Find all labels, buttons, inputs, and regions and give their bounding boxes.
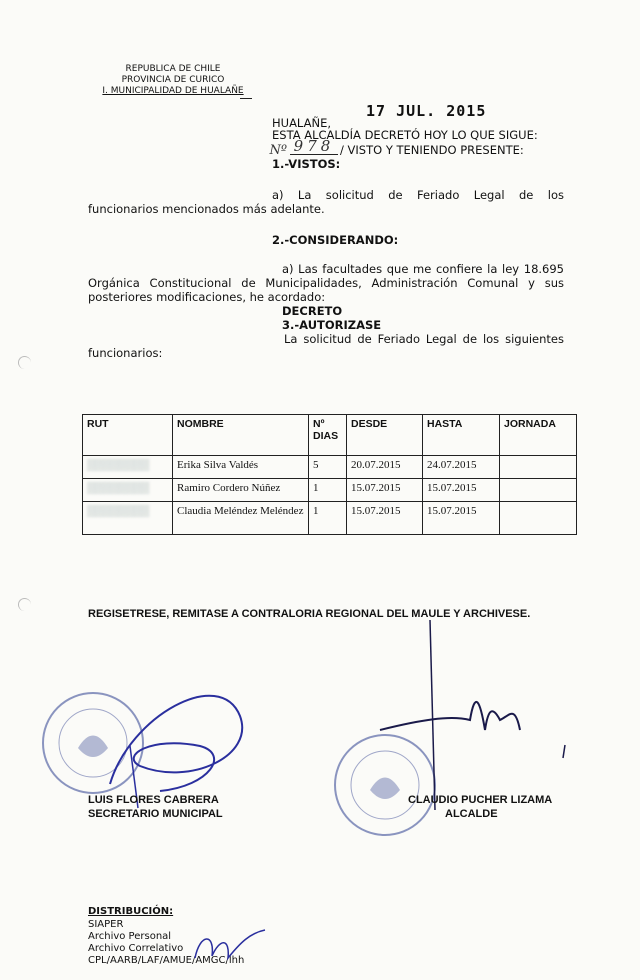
- autorizase-heading: 3.-AUTORIZASE: [282, 318, 382, 332]
- considerando-line2: Orgánica Constitucional de Municipalidades, Administración Comunal y sus: [88, 276, 564, 290]
- table-row: [83, 479, 577, 502]
- desde-cell: 15.07.2015: [347, 502, 423, 535]
- dias-cell: 1: [309, 502, 347, 535]
- header-underline-extension: [240, 98, 252, 99]
- col-jornada: JORNADA: [500, 415, 577, 456]
- dias-cell: 1: [309, 479, 347, 502]
- desde-cell: 15.07.2015: [347, 479, 423, 502]
- vistos-heading: 1.-VISTOS:: [272, 157, 341, 171]
- signatory-left-title: SECRETARIO MUNICIPAL: [88, 808, 223, 820]
- jornada-cell: [500, 479, 577, 502]
- col-hasta: HASTA: [423, 415, 500, 456]
- table-row: [83, 502, 577, 535]
- distribution-heading: DISTRIBUCIÓN:: [88, 906, 174, 917]
- header-line-republica: REPUBLICA DE CHILE: [125, 64, 221, 74]
- distribution-item: Archivo Personal: [88, 931, 172, 942]
- jornada-cell: [500, 502, 577, 535]
- col-desde: DESDE: [347, 415, 423, 456]
- decree-prefix-wrap: [247, 143, 287, 158]
- decree-number-field: [290, 139, 338, 155]
- distribution-item: SIAPER: [88, 919, 124, 930]
- nombre-cell: Claudia Meléndez Meléndez: [173, 502, 309, 535]
- funcionarios-table: [82, 414, 577, 535]
- decreto-heading: DECRETO: [282, 304, 343, 318]
- desde-cell: 20.07.2015: [347, 456, 423, 479]
- punch-hole: [18, 356, 31, 369]
- signatory-right-title: ALCALDE: [445, 808, 498, 820]
- rut-cell-redacted: ▒▒▒▒▒▒▒▒: [83, 502, 173, 535]
- table-row: [83, 456, 577, 479]
- rut-cell-redacted: ▒▒▒▒▒▒▒▒: [83, 456, 173, 479]
- autorizase-line2: funcionarios:: [88, 346, 163, 360]
- col-rut: RUT: [83, 415, 173, 456]
- considerando-heading: 2.-CONSIDERANDO:: [272, 233, 399, 247]
- vistos-a-line1: a) La solicitud de Feriado Legal de los: [272, 188, 564, 202]
- signatory-left-name: LUIS FLORES CABRERA: [88, 794, 219, 806]
- closing-text: REGISETRESE, REMITASE A CONTRALORIA REGIONAL DEL MAULE Y ARCHIVESE.: [88, 608, 531, 620]
- hasta-cell: 24.07.2015: [423, 456, 500, 479]
- decree-number: 978: [293, 137, 335, 155]
- decree-prefix: Nº: [269, 143, 287, 158]
- dias-cell: 5: [309, 456, 347, 479]
- municipal-seal-right-icon: [330, 730, 440, 840]
- autorizase-line1: La solicitud de Feriado Legal de los siguientes: [284, 332, 564, 346]
- vistos-a-line2: funcionarios mencionados más adelante.: [88, 202, 325, 216]
- stamp-date: 17 JUL. 2015: [366, 102, 487, 120]
- place-label: HUALAÑE,: [272, 116, 331, 130]
- punch-hole: [18, 598, 31, 611]
- visto-text: / VISTO Y TENIENDO PRESENTE:: [340, 143, 524, 157]
- distribution-item: CPL/AARB/LAF/AMUE/AMGC/lhh: [88, 955, 245, 966]
- distribution-item: Archivo Correlativo: [88, 943, 184, 954]
- nombre-cell: Ramiro Cordero Núñez: [173, 479, 309, 502]
- table-header-row: [83, 415, 577, 456]
- hasta-cell: 15.07.2015: [423, 479, 500, 502]
- header-line-provincia: PROVINCIA DE CURICO: [121, 75, 225, 85]
- header-line-municipalidad: I. MUNICIPALIDAD DE HUALAÑE: [102, 86, 244, 96]
- signatory-right-name: CLAUDIO PUCHER LIZAMA: [408, 794, 553, 806]
- municipal-seal-left-icon: [38, 688, 148, 798]
- nombre-cell: Erika Silva Valdés: [173, 456, 309, 479]
- hasta-cell: 15.07.2015: [423, 502, 500, 535]
- considerando-line3: posteriores modificaciones, he acordado:: [88, 290, 326, 304]
- col-nombre: NOMBRE: [173, 415, 309, 456]
- col-dias: Nº DIAS: [309, 415, 347, 456]
- rut-cell-redacted: ▒▒▒▒▒▒▒▒: [83, 479, 173, 502]
- signature-alcalde-icon: [360, 620, 580, 820]
- jornada-cell: [500, 456, 577, 479]
- intro-text: ESTA ALCALDÍA DECRETÓ HOY LO QUE SIGUE:: [272, 128, 538, 142]
- considerando-line1: a) Las facultades que me confiere la ley 18.695: [282, 262, 564, 276]
